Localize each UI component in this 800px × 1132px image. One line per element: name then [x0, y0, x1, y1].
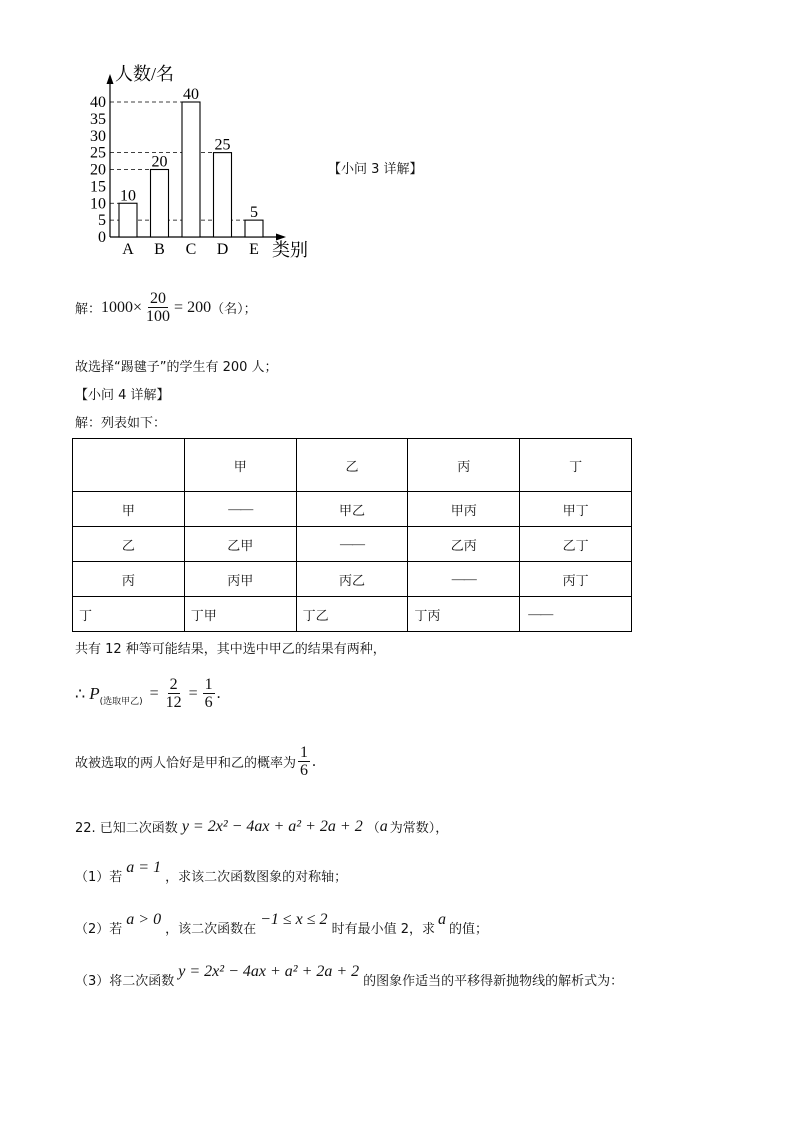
conclusion-end: .	[312, 752, 317, 770]
q22-p3-label: （3）将二次函数	[75, 974, 175, 989]
table-cell: 丙乙	[296, 562, 408, 597]
calc-den: 100	[146, 308, 171, 325]
x-tick-label: E	[249, 241, 259, 258]
table-cell: 丁乙	[296, 597, 408, 632]
bar-value-label: 25	[214, 136, 231, 154]
table-cell: 甲	[184, 439, 296, 492]
table-cell: 甲丙	[408, 492, 520, 527]
calc-prefix: 解：	[75, 302, 102, 317]
section3-heading: 【小问 3 详解】	[328, 162, 423, 177]
table-cell: 甲乙	[296, 492, 408, 527]
y-tick-label: 40	[90, 94, 106, 111]
table-cell: 甲	[73, 492, 185, 527]
table-cell: 丙	[408, 439, 520, 492]
conclusion-num: 1	[300, 744, 309, 761]
x-tick-label: D	[216, 241, 229, 258]
q22-note-open: （	[366, 821, 380, 836]
bar	[214, 153, 232, 237]
bar-value-label: 40	[183, 86, 199, 103]
therefore-symbol: ∴	[75, 685, 86, 703]
x-tick-label: A	[122, 241, 134, 258]
bar-value-label: 5	[250, 204, 258, 222]
y-tick-label: 10	[90, 195, 106, 213]
table-row	[73, 527, 632, 562]
y-tick-label: 20	[90, 161, 106, 179]
table-cell: 乙	[73, 527, 185, 562]
table-cell: 丁	[73, 597, 185, 632]
q22-note-a: a	[379, 817, 388, 835]
table-cell: 乙甲	[184, 527, 296, 562]
q22-function: y = 2x² − 4ax + a² + 2a + 2	[181, 817, 363, 835]
prob-den1: 12	[165, 694, 182, 711]
bar-value-label: 10	[120, 187, 136, 205]
prob-period: .	[216, 684, 221, 702]
y-tick-label: 35	[90, 110, 106, 128]
q22-intro: 22. 已知二次函数	[75, 821, 178, 836]
y-tick-label: 15	[90, 178, 106, 196]
prob-num1: 2	[169, 676, 178, 693]
table-row	[73, 597, 632, 632]
q22-p3-text: 的图象作适当的平移得新抛物线的解析式为：	[363, 974, 624, 989]
bar	[182, 102, 200, 237]
q22-p2-label: （2）若	[75, 922, 123, 937]
outcome-table	[72, 438, 632, 632]
q22-p2-text2: 时有最小值 2，求	[331, 922, 435, 937]
x-axis-label: 类别	[272, 240, 308, 260]
q22-part2	[75, 910, 488, 937]
calc-unit: （名）；	[211, 302, 257, 317]
y-tick-label: 0	[98, 229, 106, 246]
bar	[151, 170, 169, 238]
table-header-row	[73, 439, 632, 492]
section4-heading: 【小问 4 详解】	[75, 388, 170, 403]
q22-part1	[75, 858, 348, 885]
line-jianzi: 故选择“踢毽子”的学生有 200 人；	[75, 360, 278, 375]
prob-fraction-2	[203, 676, 215, 711]
table-cell: ——	[520, 597, 632, 632]
bar	[119, 203, 137, 237]
q22-p2-cond: a > 0	[126, 910, 162, 928]
y-tick-label: 25	[90, 144, 106, 162]
conclusion-line	[75, 744, 316, 779]
q22-p2-text1: ，该二次函数在	[165, 922, 257, 937]
calc-fraction	[144, 290, 172, 325]
prob-P: P	[89, 683, 100, 703]
table-cell: 乙丁	[520, 527, 632, 562]
table-cell: ——	[184, 492, 296, 527]
calc-expr-left: 1000×	[101, 298, 143, 316]
line-table-intro: 解：列表如下：	[75, 416, 167, 431]
table-cell: 丁甲	[184, 597, 296, 632]
q22-p2-text3: 的值；	[448, 922, 488, 937]
y-tick-label: 5	[98, 212, 106, 230]
table-row	[73, 562, 632, 597]
y-axis-arrow	[107, 74, 114, 84]
table-cell: 甲丁	[520, 492, 632, 527]
table-cell	[73, 439, 185, 492]
equals-2: =	[188, 684, 198, 702]
q22-p2-range: −1 ≤ x ≤ 2	[260, 910, 328, 928]
prob-den2: 6	[204, 694, 213, 711]
q22-part3	[75, 962, 624, 989]
table-cell: ——	[296, 527, 408, 562]
table-cell: ——	[408, 562, 520, 597]
chart-y-ticks	[90, 94, 106, 246]
q22-note-rest: 为常数），	[389, 821, 449, 836]
q22-p1-cond: a = 1	[126, 858, 162, 876]
q22-p2-a: a	[437, 910, 446, 928]
calc-result: = 200	[174, 298, 212, 316]
prob-fraction-1	[164, 676, 184, 711]
x-tick-label: C	[185, 241, 197, 258]
bar-chart	[80, 62, 320, 267]
bar-value-label: 20	[151, 153, 168, 171]
chart-x-ticks	[122, 241, 259, 258]
x-tick-label: B	[154, 241, 165, 258]
calc-line	[75, 290, 257, 325]
line-outcomes: 共有 12 种等可能结果，其中选中甲乙的结果有两种，	[75, 642, 386, 657]
prob-subscript: (选取甲乙)	[99, 697, 143, 707]
conclusion-text: 故被选取的两人恰好是甲和乙的概率为	[75, 756, 297, 771]
bar	[245, 220, 263, 237]
calc-num: 20	[150, 290, 167, 307]
q22-intro-line	[75, 817, 448, 836]
table-row	[73, 492, 632, 527]
table-cell: 丁丙	[408, 597, 520, 632]
y-tick-label: 30	[90, 127, 106, 145]
conclusion-fraction	[298, 744, 310, 779]
table-cell: 丙丁	[520, 562, 632, 597]
q22-p1-label: （1）若	[75, 870, 123, 885]
table-cell: 乙丙	[408, 527, 520, 562]
q22-p3-function: y = 2x² − 4ax + a² + 2a + 2	[178, 962, 360, 980]
y-axis-label: 人数/名	[115, 64, 175, 84]
table-cell: 乙	[296, 439, 408, 492]
table-cell: 丁	[520, 439, 632, 492]
equals-1: =	[149, 684, 159, 702]
prob-num2: 1	[204, 676, 213, 693]
table-cell: 丙甲	[184, 562, 296, 597]
prob-line	[75, 676, 221, 711]
conclusion-den: 6	[300, 762, 309, 779]
table-cell: 丙	[73, 562, 185, 597]
q22-p1-text: ，求该二次函数图象的对称轴；	[165, 870, 348, 885]
